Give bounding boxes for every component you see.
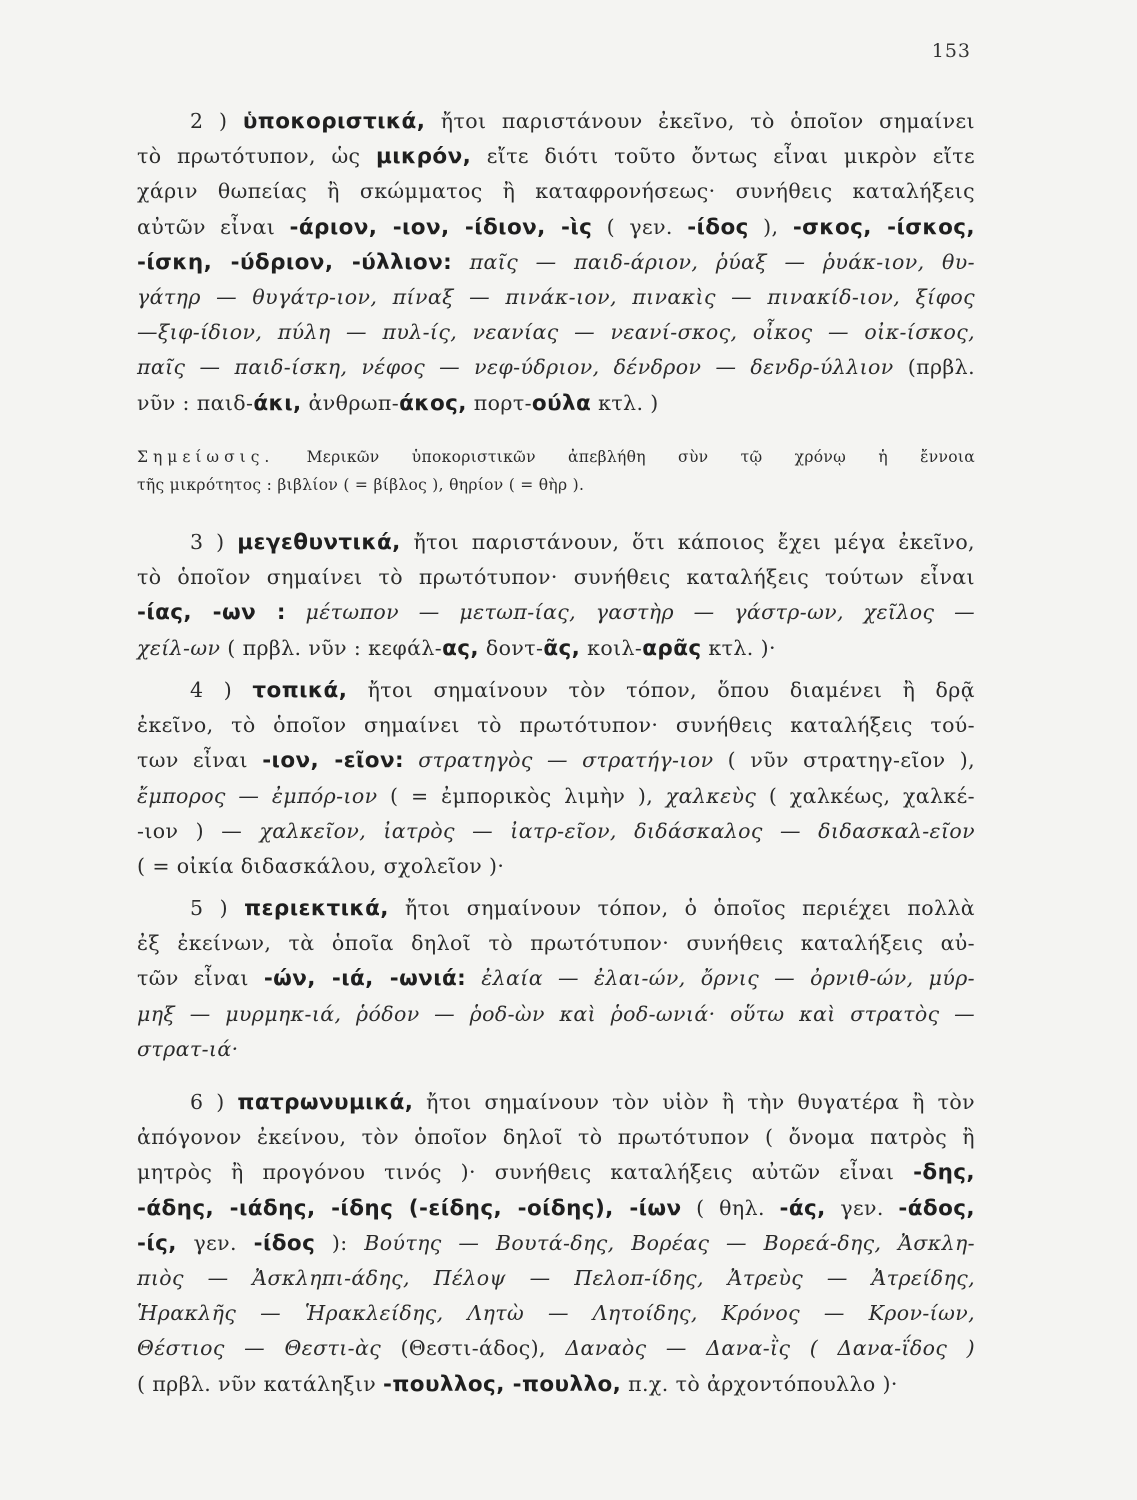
text-line: -ίσκη, -ύδριον, -ύλλιον: παῖς — παιδ-άριον, ῥύαξ — ῥυάκ-ιον, θυ- (137, 249, 975, 275)
text-line: τὸ ὁποῖον σημαίνει τὸ πρωτότυπον· συνήθεις καταλήξεις τούτων εἶναι (137, 565, 975, 590)
text-line: νῦν : παιδ-άκι, ἀνθρωπ-άκος, πορτ-ούλα κτλ. ) (137, 390, 659, 416)
paragraph-topika (137, 673, 975, 884)
text-line: ( πρβλ. νῦν κατάληξιν -πουλλος, -πουλλο, π.χ. τὸ ἀρχοντόπουλλο )· (137, 1371, 898, 1397)
paragraph-megethyntika (137, 525, 975, 666)
paragraph-periektika (137, 891, 975, 1067)
text-line: ἐξ ἐκείνων, τὰ ὁποῖα δηλοῖ τὸ πρωτότυπον· συνήθεις καταλήξεις αὐ- (137, 931, 975, 956)
page-number: 153 (931, 40, 971, 62)
text-line: -ίς, γεν. -ίδος ): Βούτης — Βουτά-δης, Βορέας — Βορεά-δης, Ἀσκλη- (137, 1230, 975, 1256)
term-heading: περιεκτικά, (244, 896, 389, 921)
text-line: -ιον ) — χαλκεῖον, ἰατρὸς — ἰατρ-εῖον, διδάσκαλος — διδασκαλ-εῖον (137, 818, 975, 843)
text-line: 6 ) πατρωνυμικά, ἤτοι σημαίνουν τὸν υἱὸν ἢ τὴν θυγατέρα ἢ τὸν (190, 1090, 975, 1115)
term-heading: ὑποκοριστικά, (242, 109, 426, 134)
text-line: -ίας, -ων : μέτωπον — μετωπ-ίας, γαστὴρ — γάστρ-ων, χεῖλος — (137, 600, 975, 626)
paragraph-hypokoristika (137, 104, 975, 421)
text-line: παῖς — παιδ-ίσκη, νέφος — νεφ-ύδριον, δένδρον — δενδρ-ύλλιον (πρβλ. (137, 355, 975, 380)
text-line: ἀπόγονον ἐκείνου, τὸν ὁποῖον δηλοῖ τὸ πρωτότυπον ( ὄνομα πατρὸς ἢ (137, 1125, 975, 1150)
paragraph-patronymika (137, 1085, 975, 1402)
note-label: Σημείωσις. (137, 448, 275, 466)
text-line: χείλ-ων ( πρβλ. νῦν : κεφάλ-ας, δοντ-ᾶς, κοιλ-αρᾶς κτλ. )· (137, 635, 776, 661)
text-line: τὸ πρωτότυπον, ὡς μικρόν, εἴτε διότι τοῦτο ὄντως εἶναι μικρὸν εἴτε (137, 144, 975, 170)
text-line: χάριν θωπείας ἢ σκώμματος ἢ καταφρονήσεως· συνήθεις καταλήξεις (137, 179, 975, 204)
text-line: αὐτῶν εἶναι -άριον, -ιον, -ίδιον, -ὶς ( γεν. -ίδος ), -σκος, -ίσκος, (137, 214, 975, 240)
text-line: γάτηρ — θυγάτρ-ιον, πίναξ — πινάκ-ιον, πινακὶς — πινακίδ-ιον, ξίφος (137, 284, 975, 309)
note-block (137, 443, 975, 499)
text-line: ἐκεῖνο, τὸ ὁποῖον σημαίνει τὸ πρωτότυπον· συνήθεις καταλήξεις τού- (137, 713, 975, 738)
text-line: 2 ) ὑποκοριστικά, ἤτοι παριστάνουν ἐκεῖνο, τὸ ὁποῖον σημαίνει (190, 109, 975, 134)
text-line: —ξιφ-ίδιον, πύλη — πυλ-ίς, νεανίας — νεανί-σκος, οἶκος — οἰκ-ίσκος, (137, 320, 975, 345)
text-line: ἔμπορος — ἐμπόρ-ιον ( = ἐμπορικὸς λιμὴν ), χαλκεὺς ( χαλκέως, χαλκέ- (137, 783, 975, 808)
text-line: Θέστιος — Θεστι-ὰς (Θεστι-άδος), Δαναὸς — Δανα-ῒς ( Δανα-ΐδος ) (137, 1336, 976, 1361)
note-line: τῆς μικρότητος : βιβλίον ( = βίβλος ), θηρίον ( = θὴρ ). (137, 476, 585, 494)
text-line: πιὸς — Ἀσκληπι-άδης, Πέλοψ — Πελοπ-ίδης, Ἀτρεὺς — Ἀτρείδης, (137, 1265, 975, 1290)
note-line: Σημείωσις. Μερικῶν ὑποκοριστικῶν ἀπεβλήθη σὺν τῷ χρόνῳ ἡ ἔννοια (137, 448, 975, 466)
text-line: στρατ-ιά· (137, 1036, 239, 1061)
text-line: 5 ) περιεκτικά, ἤτοι σημαίνουν τόπον, ὁ ὁποῖος περιέχει πολλὰ (190, 896, 975, 921)
text-line: τῶν εἶναι -ών, -ιά, -ωνιά: ἐλαία — ἐλαι-ών, ὄρνις — ὀρνιθ-ών, μύρ- (137, 966, 975, 992)
text-line: μηξ — μυρμηκ-ιά, ῥόδον — ῥοδ-ὼν καὶ ῥοδ-ωνιά· οὕτω καὶ στρατὸς — (137, 1001, 975, 1026)
term-heading: μεγεθυντικά, (237, 530, 401, 555)
text-line: -άδης, -ιάδης, -ίδης (-είδης, -οίδης), -ίων ( θηλ. -άς, γεν. -άδος, (137, 1195, 975, 1221)
term-heading: πατρωνυμικά, (237, 1090, 414, 1115)
text-line: 4 ) τοπικά, ἤτοι σημαίνουν τὸν τόπον, ὅπου διαμένει ἢ δρᾷ (190, 678, 975, 703)
text-line: ( = οἰκία διδασκάλου, σχολεῖον )· (137, 853, 505, 878)
text-line: 3 ) μεγεθυντικά, ἤτοι παριστάνουν, ὅτι κάποιος ἔχει μέγα ἐκεῖνο, (190, 530, 975, 555)
term-heading: τοπικά, (252, 678, 348, 703)
text-line: μητρὸς ἢ προγόνου τινός )· συνήθεις καταλήξεις αὐτῶν εἶναι -δης, (137, 1160, 975, 1186)
text-line: Ἡρακλῆς — Ἡρακλείδης, Λητὼ — Λητοίδης, Κρόνος — Κρον-ίων, (137, 1301, 975, 1326)
text-line: των εἶναι -ιον, -εῖον: στρατηγὸς — στρατήγ-ιον ( νῦν στρατηγ-εῖον ), (137, 748, 976, 774)
